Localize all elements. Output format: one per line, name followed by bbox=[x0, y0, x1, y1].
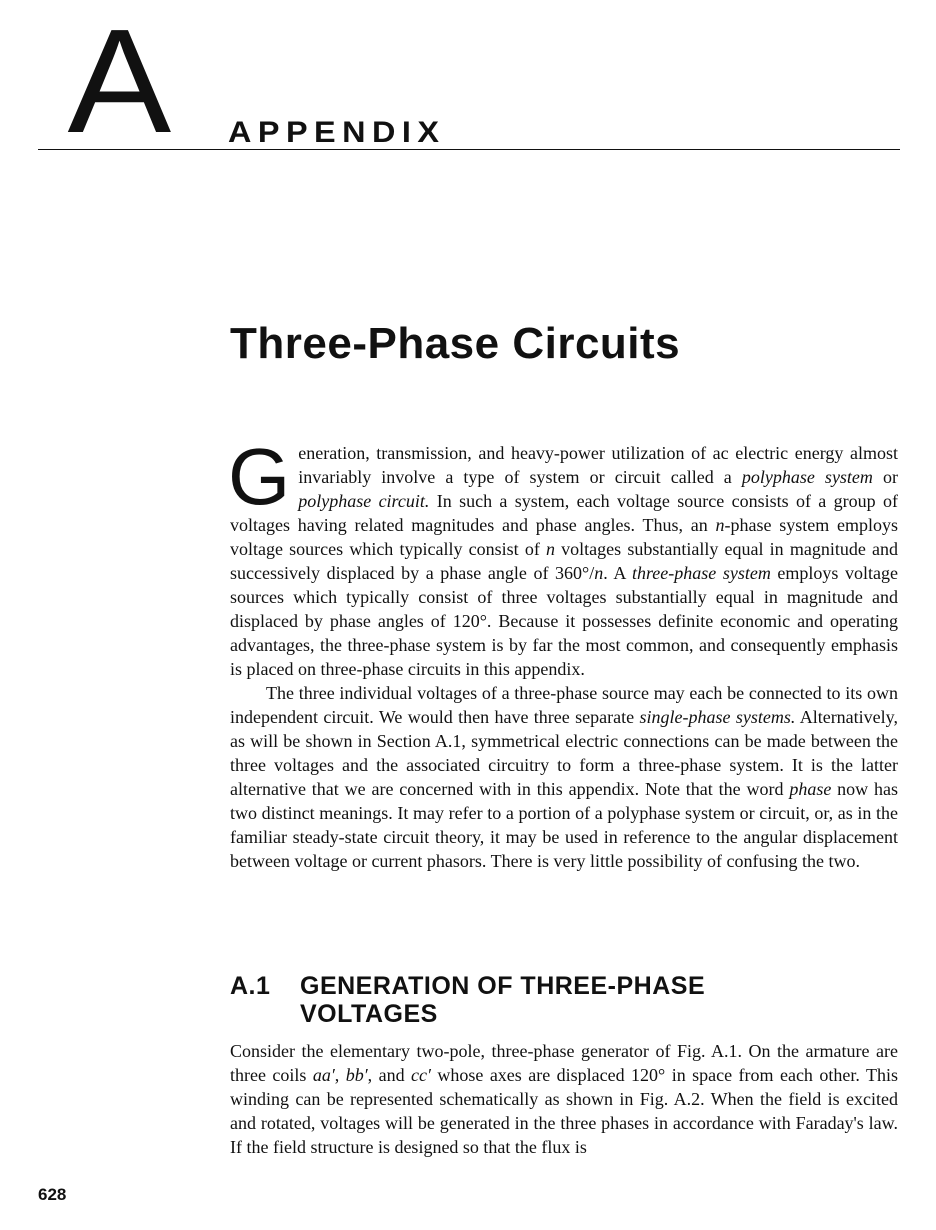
text-run: whose axes are displaced 120° in space from each other. This winding can be represented schematically as shown in Fig. A.2. When the field is excited and rotated, voltages will be generated in the three phases in accordance with Faraday's law. If the field structure is designed so that the flux is bbox=[230, 1065, 898, 1157]
text-run: Alternatively, as will be shown in Section A.1, symmetrical electric connections can be made between the three voltages and the associated circuitry to form a three-phase system. It is the latter alternative that we are concerned with in this appendix. Note that the word bbox=[230, 707, 898, 799]
section-number: A.1 bbox=[230, 972, 271, 1000]
intro-block bbox=[228, 432, 899, 873]
second-paragraph bbox=[230, 681, 898, 873]
section-title-line-2: VOLTAGES bbox=[300, 1000, 438, 1028]
italic-term: bb′ bbox=[345, 1065, 368, 1085]
italic-term: cc′ bbox=[411, 1065, 431, 1085]
text-run: -phase system employs voltage sources which typically consist of bbox=[230, 515, 898, 559]
text-run: Consider the elementary two-pole, three-phase generator of Fig. A.1. On the armature are three coils bbox=[230, 1041, 898, 1085]
text-run: , bbox=[334, 1065, 346, 1085]
text-run: now has two distinct meanings. It may refer to a portion of a polyphase system or circuit, or, as in the familiar steady-state circuit theory, it may be used in reference to the angular displacement between voltage or current phasors. There is very little possibility of confusing the two. bbox=[230, 779, 898, 871]
italic-term: three-phase system bbox=[631, 563, 771, 583]
section-title-line-1: GENERATION OF THREE-PHASE bbox=[300, 972, 706, 1000]
italic-term: n bbox=[715, 515, 725, 535]
section-title bbox=[300, 972, 820, 1028]
text-run: . A bbox=[603, 563, 632, 583]
text-run: eneration, transmission, and heavy-power utilization of ac electric energy almost invariably involve a type of system or circuit called a bbox=[298, 443, 898, 487]
italic-term: aa′ bbox=[312, 1065, 335, 1085]
italic-term: single-phase systems. bbox=[639, 707, 796, 727]
text-run: employs voltage sources which typically consist of three voltages substantially equal in magnitude and displaced by phase angles of 120°. Because it possesses definite economic and operating advantages, the three-phase system is by far the most common, and consequently emphasis is placed on three-phase circuits in this appendix. bbox=[230, 563, 899, 679]
page-number: 628 bbox=[38, 1185, 67, 1204]
intro-paragraph bbox=[228, 432, 899, 681]
italic-term: n bbox=[546, 539, 555, 559]
section-body bbox=[230, 1039, 898, 1159]
italic-term: n bbox=[594, 563, 604, 583]
text-run: The three individual voltages of a three-phase source may each be connected to its own independent circuit. We would then have three separate bbox=[230, 683, 898, 727]
appendix-letter: A bbox=[67, 0, 172, 164]
text-run: , and bbox=[367, 1065, 412, 1085]
appendix-label: APPENDIX bbox=[228, 116, 446, 149]
text-run: voltages substantially equal in magnitude and successively displaced by a phase angle of 360°/ bbox=[230, 539, 898, 583]
section-paragraph bbox=[230, 1039, 898, 1159]
header-rule bbox=[38, 149, 900, 150]
italic-term: phase bbox=[789, 779, 832, 799]
italic-term: polyphase system bbox=[741, 467, 873, 487]
text-run: In such a system, each voltage source consists of a group of voltages having related magnitudes and phase angles. Thus, an bbox=[230, 491, 898, 535]
text-run: or bbox=[872, 467, 899, 487]
drop-cap: G bbox=[228, 432, 291, 521]
italic-term: polyphase circuit. bbox=[298, 491, 430, 511]
chapter-title: Three-Phase Circuits bbox=[230, 319, 681, 368]
